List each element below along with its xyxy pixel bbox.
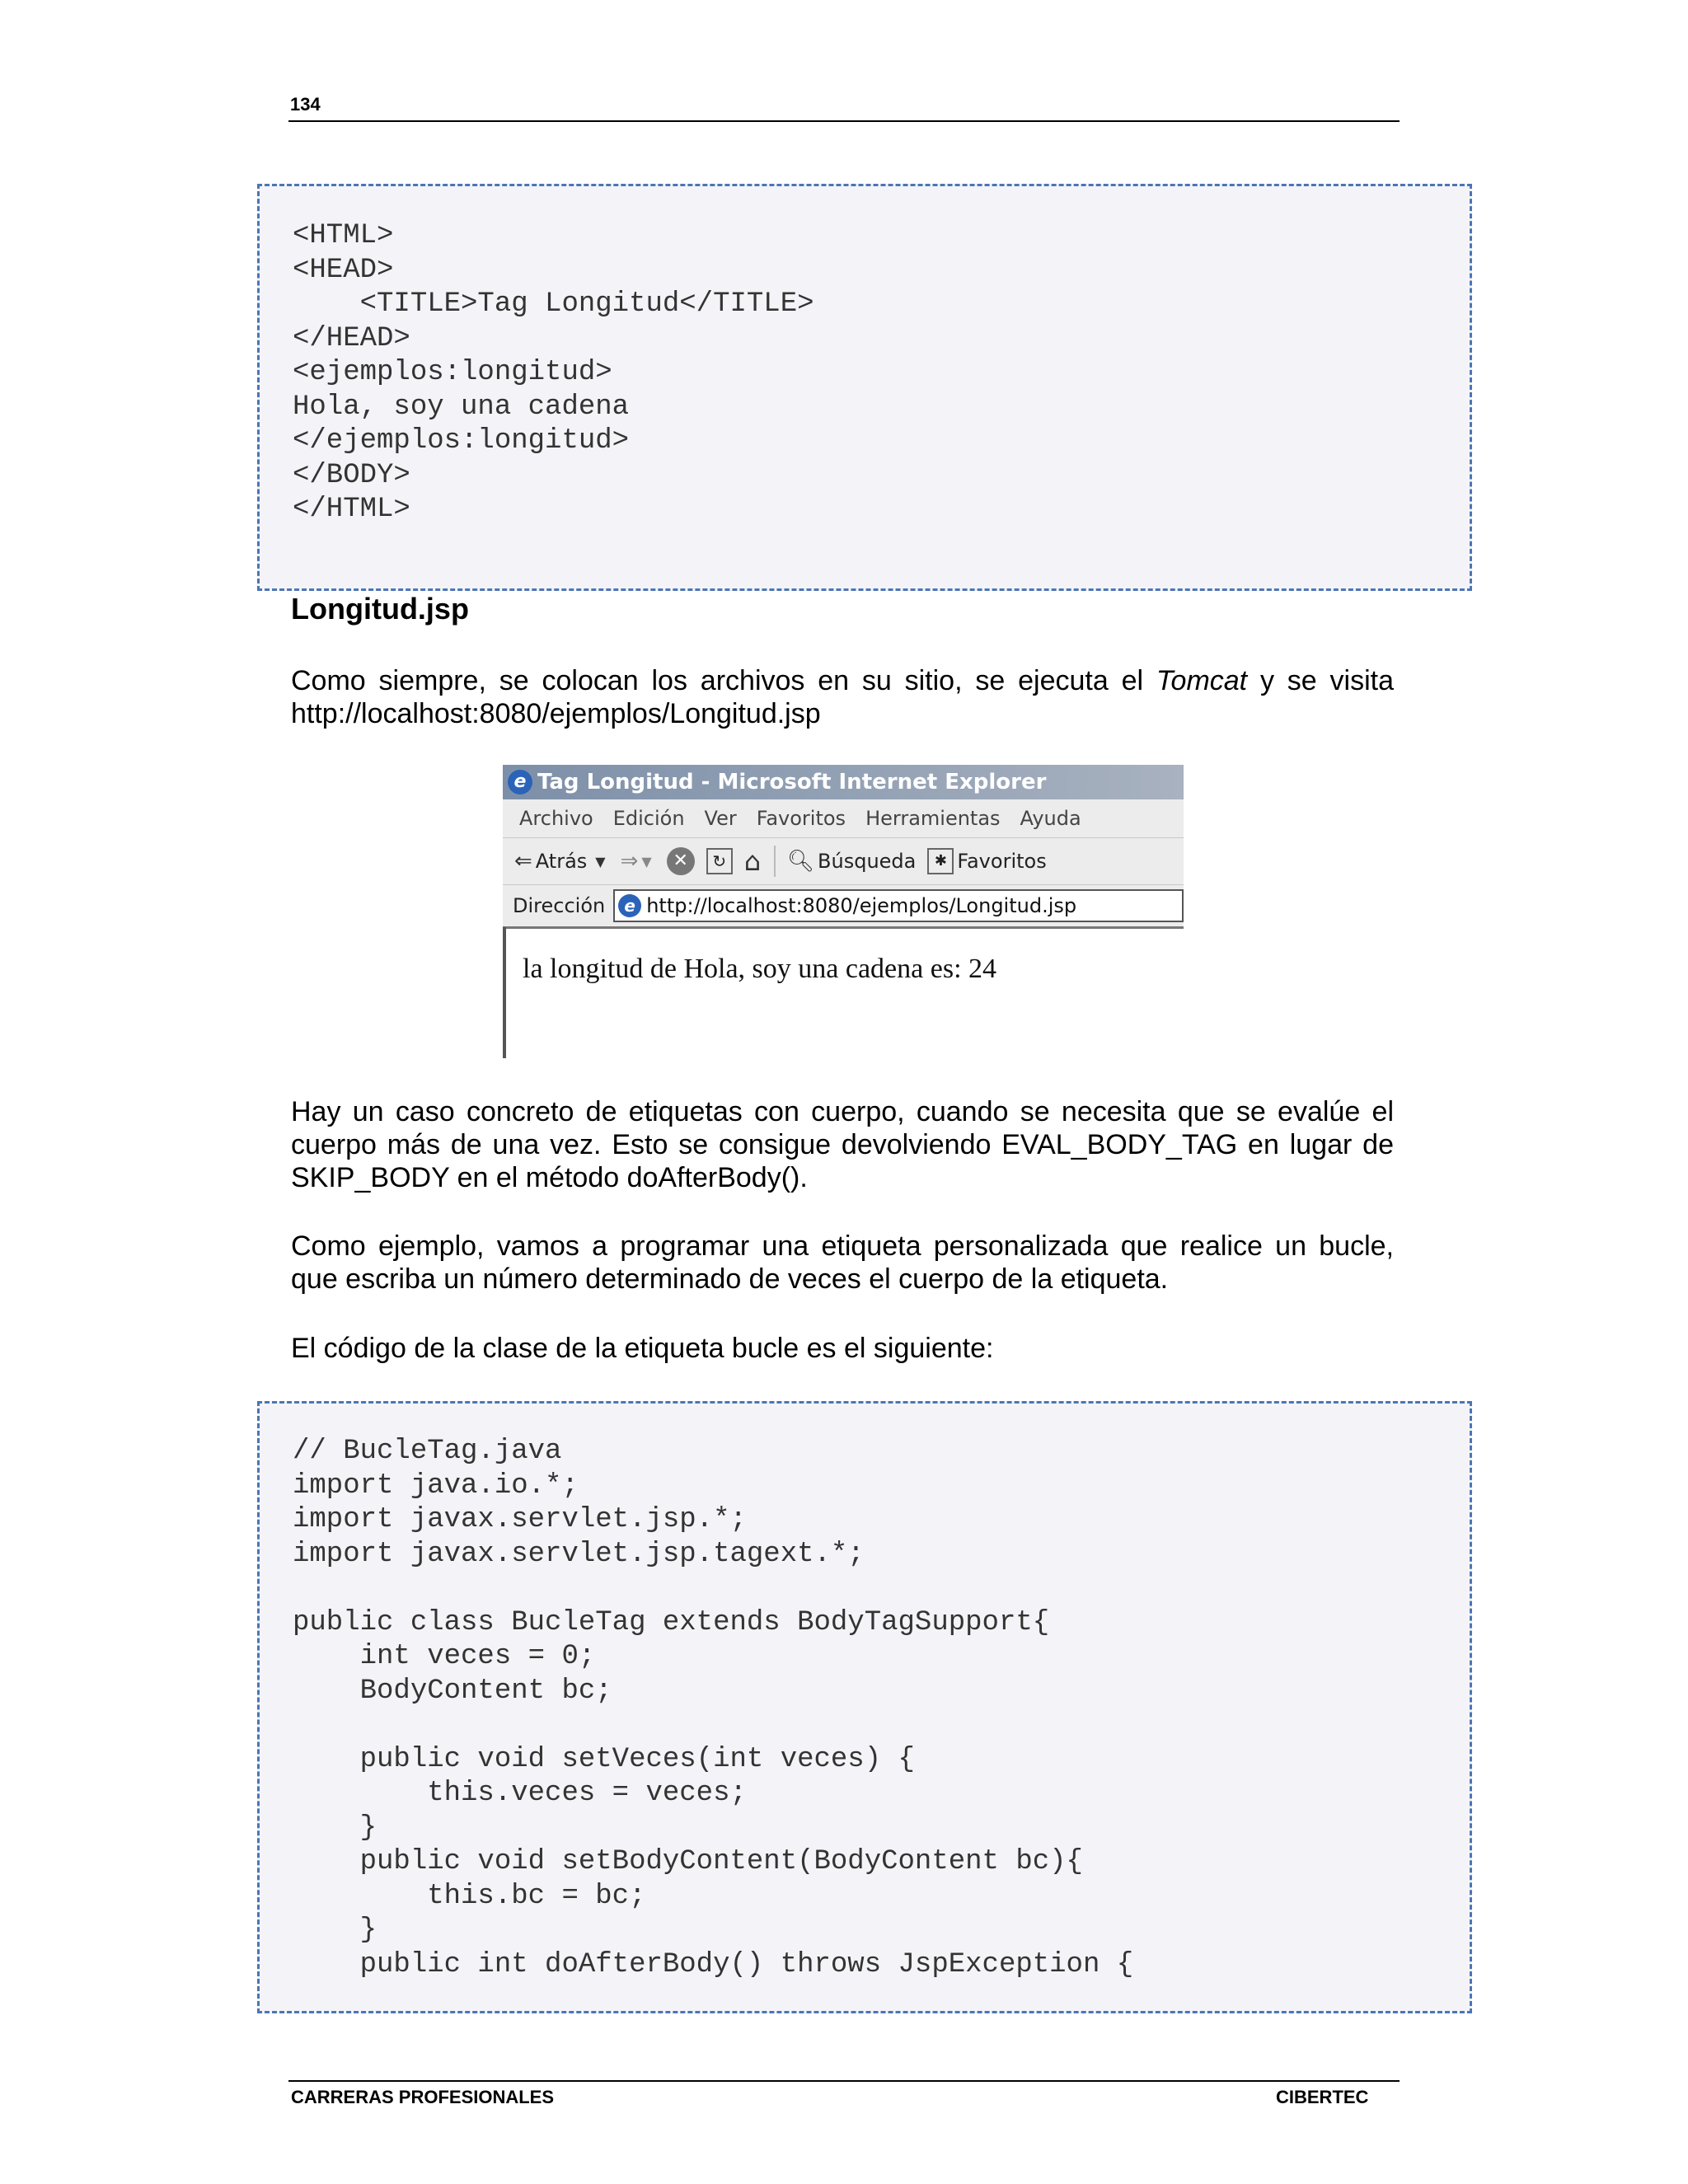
browser-output-text: la longitud de Hola, soy una cadena es: 24 [523,954,997,984]
home-button[interactable] [744,846,764,877]
text-run: y se visita [1247,665,1394,696]
code-line: int veces = 0; [293,1641,596,1672]
search-label: Búsqueda [818,850,917,873]
stop-button[interactable] [667,847,695,875]
stop-icon: ✕ [667,847,695,875]
footer-left-text: CARRERAS PROFESIONALES [291,2087,555,2107]
menu-favoritos[interactable]: Favoritos [756,807,846,830]
code-line: // BucleTag.java [293,1436,562,1467]
paragraph-intro-code: El código de la clase de la etiqueta bucle es el siguiente: [291,1333,994,1364]
address-label: Dirección [513,894,606,917]
back-arrow-icon: ⇐ [514,849,532,874]
ie-logo-icon: e [508,770,532,794]
dropdown-icon: ▼ [641,853,652,869]
code-line: </HTML> [293,494,410,525]
url-input[interactable] [613,889,1184,922]
favorites-icon: ✱ [927,848,954,874]
code-line: import javax.servlet.jsp.*; [293,1504,747,1535]
code-line: <TITLE>Tag Longitud</TITLE> [293,288,814,320]
tomcat-emphasis: Tomcat [1156,665,1248,696]
code-line: this.veces = veces; [293,1778,747,1809]
menu-edicion[interactable]: Edición [612,807,685,830]
code-line: public int doAfterBody() throws JspException { [293,1948,1134,1980]
code-line: public void setVeces(int veces) { [293,1743,915,1775]
code-line: this.bc = bc; [293,1880,646,1912]
paragraph-eval-body [291,1095,1394,1194]
favorites-label: Favoritos [957,850,1047,873]
forward-arrow-icon: ⇒ [620,849,639,874]
browser-address-bar [503,885,1184,929]
java-code-block [257,1401,1472,2013]
menu-ayuda[interactable]: Ayuda [1020,807,1081,830]
code-line: </BODY> [293,459,410,491]
browser-titlebar [503,765,1184,799]
refresh-button[interactable] [706,848,733,874]
home-icon: ⌂ [743,846,762,877]
code-line: import java.io.*; [293,1469,579,1502]
dropdown-icon: ▼ [595,853,606,869]
code-caption: Longitud.jsp [291,592,469,626]
code-line: BodyContent bc; [293,1675,612,1707]
page-number: 134 [290,94,321,115]
search-icon: 🔍︎ [787,849,815,874]
code-line: </ejemplos:longitud> [293,425,630,457]
back-button[interactable] [514,849,609,874]
code-line: } [293,1811,377,1844]
paragraph-line: cuerpo más de una vez. Esto se consigue devolviendo EVAL_BODY_TAG en lugar de [291,1129,1394,1160]
favorites-button[interactable] [927,848,1046,874]
paragraph-line: Como ejemplo, vamos a programar una etiqueta personalizada que realice un bucle, [291,1230,1394,1262]
html-code-block [257,184,1472,591]
browser-content [503,927,1184,1058]
browser-toolbar [503,838,1184,885]
paragraph-line: que escriba un número determinado de veces el cuerpo de la etiqueta. [291,1263,1169,1295]
footer-right-text: CIBERTEC [1276,2087,1369,2107]
browser-menubar [503,799,1184,838]
paragraph-line: Hay un caso concreto de etiquetas con cuerpo, cuando se necesita que se evalúe el [291,1096,1394,1127]
forward-button[interactable] [621,849,655,874]
page-icon: e [618,894,641,917]
refresh-icon: ↻ [706,848,733,874]
paragraph-example [291,1230,1394,1296]
paragraph-tomcat [291,664,1394,730]
text-run: Como siempre, se colocan los archivos en su sitio, se ejecuta el [291,665,1156,696]
code-line: import javax.servlet.jsp.tagext.*; [293,1538,865,1570]
code-line: <ejemplos:longitud> [293,357,612,388]
code-block-2-text [293,1435,1470,1982]
code-block-1-text [293,219,1470,527]
url-line: http://localhost:8080/ejemplos/Longitud.jsp [291,698,821,729]
code-line: public class BucleTag extends BodyTagSupport{ [293,1606,1050,1638]
code-line: } [293,1915,377,1946]
code-line: <HTML> [293,220,394,251]
search-button[interactable] [787,849,916,874]
browser-screenshot [503,765,1184,1058]
url-text: http://localhost:8080/ejemplos/Longitud.jsp [646,894,1077,917]
menu-ver[interactable]: Ver [704,807,737,830]
code-line: </HEAD> [293,322,410,354]
toolbar-separator [774,846,776,877]
paragraph-line [291,664,1394,697]
code-line: <HEAD> [293,254,394,286]
back-label: Atrás [535,850,588,873]
code-line: public void setBodyContent(BodyContent bc){ [293,1846,1083,1877]
footer-rule [288,2080,1400,2082]
paragraph-line: SKIP_BODY en el método doAfterBody(). [291,1162,808,1193]
menu-archivo[interactable]: Archivo [519,807,593,830]
code-line: Hola, soy una cadena [293,391,630,423]
menu-herramientas[interactable]: Herramientas [865,807,1001,830]
header-rule [288,120,1400,122]
browser-title: Tag Longitud - Microsoft Internet Explorer [537,770,1047,794]
